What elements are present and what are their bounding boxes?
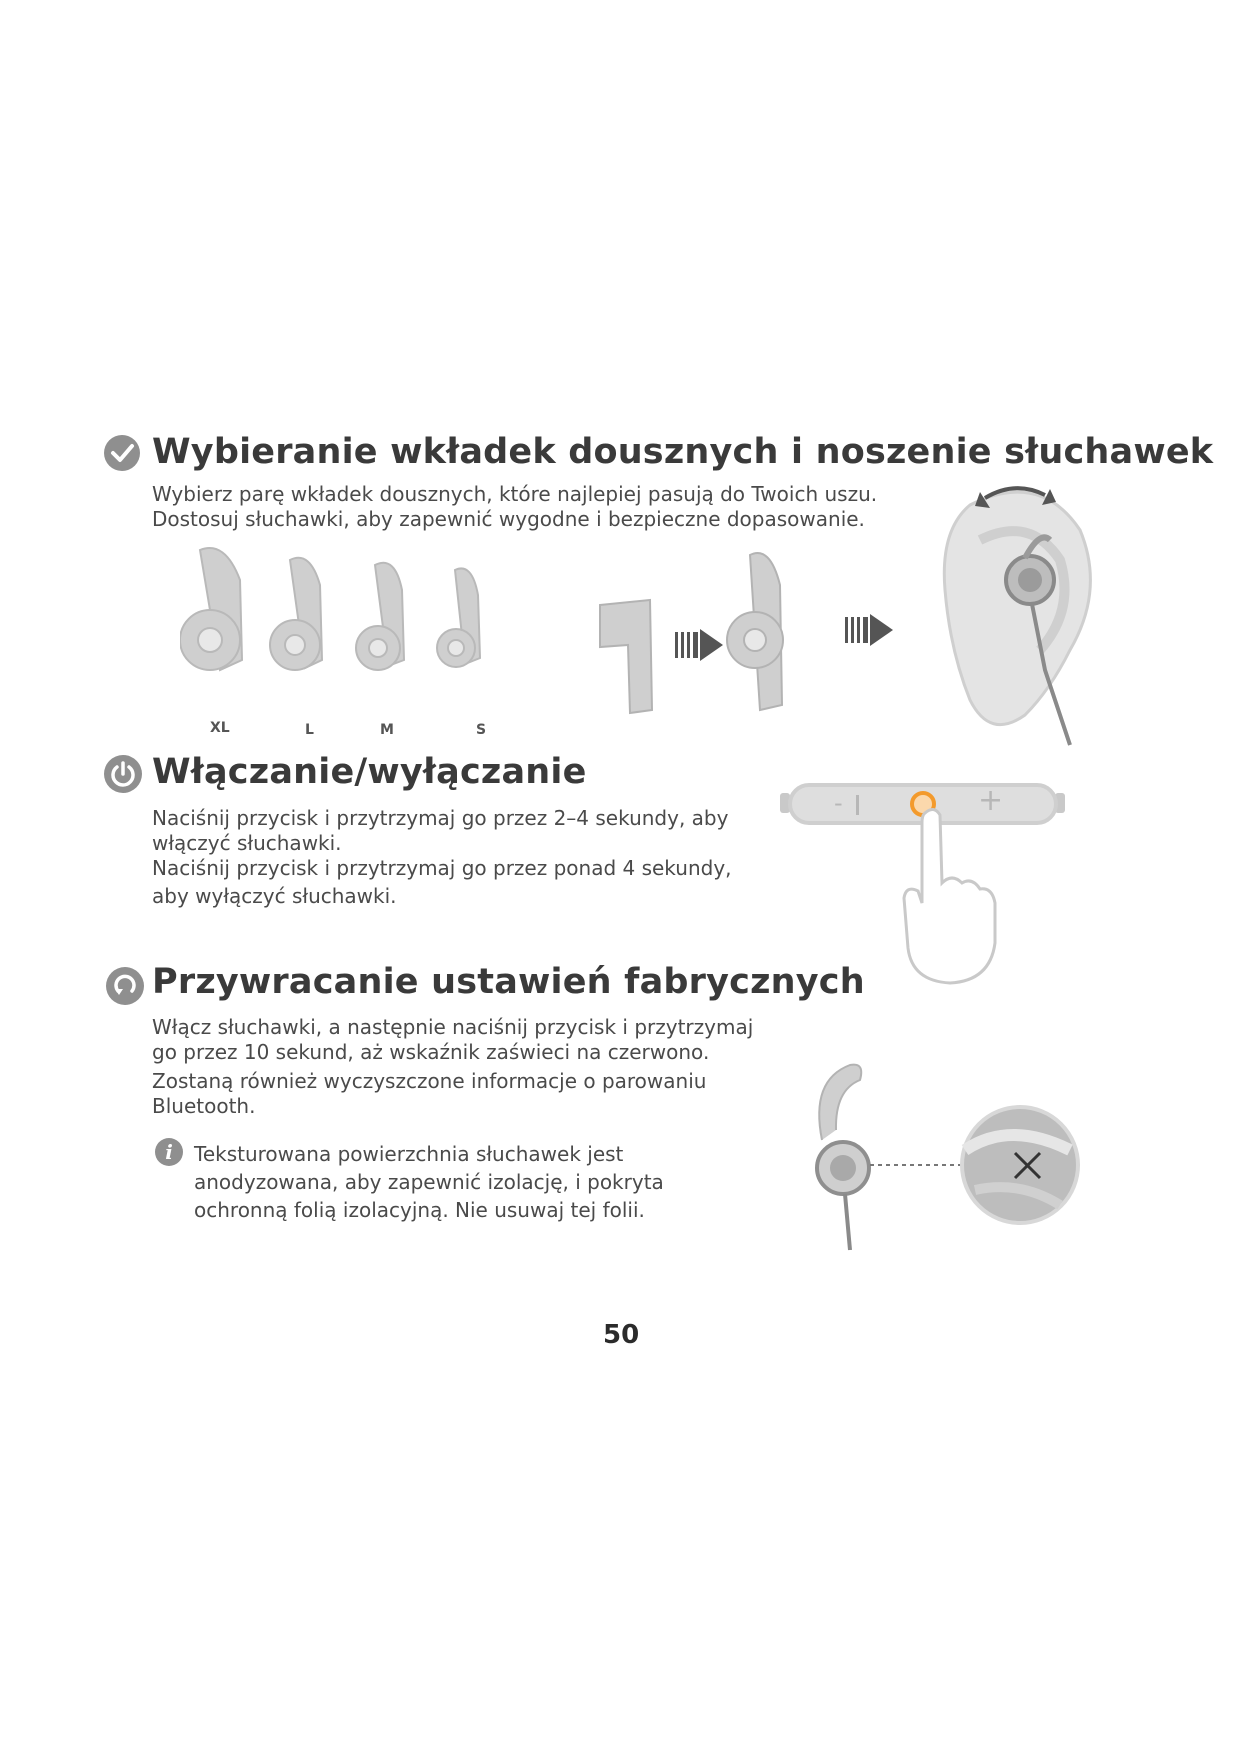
note-text bbox=[194, 1140, 664, 1224]
section-title-earbuds: Wybieranie wkładek dousznych i noszenie słuchawek bbox=[152, 432, 1214, 472]
ear-tips-illustration bbox=[180, 540, 530, 700]
body-line: Naciśnij przycisk i przytrzymaj go przez ponad 4 sekundy, bbox=[152, 856, 732, 880]
earbud-film-illustration bbox=[800, 1050, 1090, 1260]
size-label-m: M bbox=[380, 722, 394, 738]
size-label-l: L bbox=[305, 722, 314, 738]
earbud-fitting-illustration bbox=[580, 535, 910, 715]
note-line: anodyzowana, aby zapewnić izolację, i pokryta bbox=[194, 1170, 664, 1194]
body-line: włączyć słuchawki. bbox=[152, 831, 342, 855]
section-title-power: Włączanie/wyłączanie bbox=[152, 752, 587, 792]
body-line: Włącz słuchawki, a następnie naciśnij przycisk i przytrzymaj bbox=[152, 1015, 754, 1039]
body-line: Zostaną również wyczyszczone informacje o parowaniu bbox=[152, 1069, 707, 1093]
note-line: Teksturowana powierzchnia słuchawek jest bbox=[194, 1142, 624, 1166]
section-body-reset bbox=[152, 1015, 753, 1119]
body-line: Bluetooth. bbox=[152, 1094, 256, 1118]
remote-plus: + bbox=[978, 783, 1004, 818]
info-icon: i bbox=[155, 1138, 183, 1166]
section-body-earbuds bbox=[152, 482, 877, 532]
check-icon bbox=[104, 435, 140, 471]
body-line: Wybierz parę wkładek dousznych, które najlepiej pasują do Twoich uszu. bbox=[152, 482, 878, 506]
power-icon bbox=[104, 755, 142, 793]
section-body-power bbox=[152, 806, 732, 909]
finger-pointing-icon bbox=[890, 803, 1000, 993]
reset-icon bbox=[106, 967, 144, 1005]
body-line: aby wyłączyć słuchawki. bbox=[152, 884, 397, 908]
body-line: Dostosuj słuchawki, aby zapewnić wygodne i bezpieczne dopasowanie. bbox=[152, 507, 865, 531]
body-line: go przez 10 sekund, aż wskaźnik zaświeci na czerwono. bbox=[152, 1040, 710, 1064]
ear-illustration bbox=[930, 480, 1110, 755]
size-label-xl: XL bbox=[210, 720, 230, 736]
page-number: 50 bbox=[603, 1320, 640, 1350]
size-label-s: S bbox=[476, 722, 487, 738]
remote-minus: - bbox=[834, 789, 843, 817]
section-title-reset: Przywracanie ustawień fabrycznych bbox=[152, 962, 865, 1002]
note-line: ochronną folią izolacyjną. Nie usuwaj tej folii. bbox=[194, 1198, 645, 1222]
body-line: Naciśnij przycisk i przytrzymaj go przez 2–4 sekundy, aby bbox=[152, 806, 729, 830]
arrow-icon bbox=[675, 614, 893, 661]
